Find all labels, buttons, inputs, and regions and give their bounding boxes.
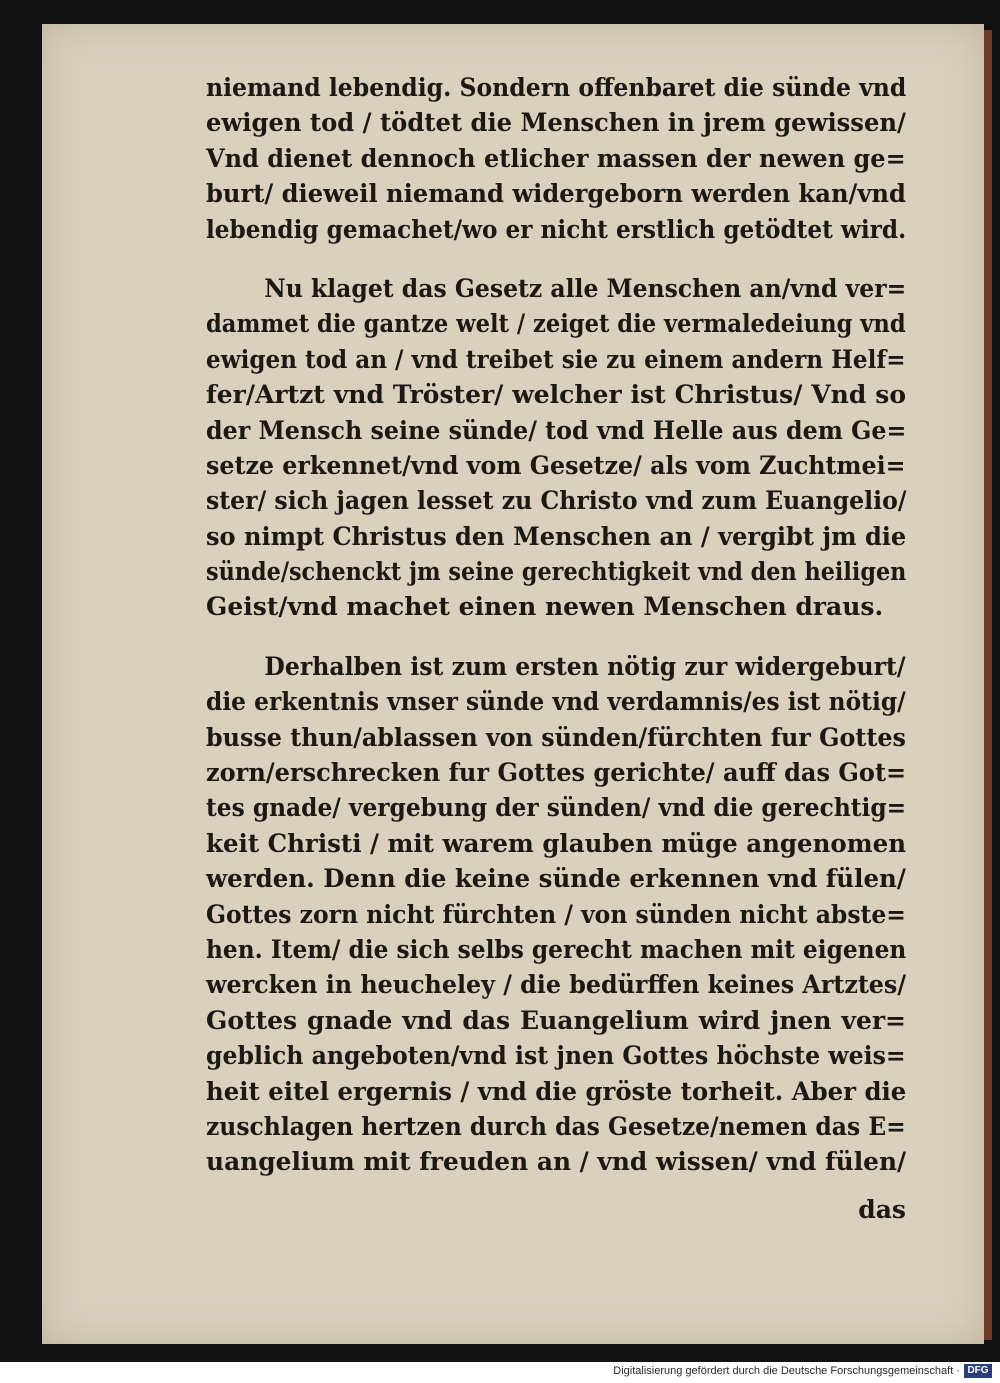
text-line: Derhalben ist zum ersten nötig zur widergeburt/ [264, 651, 906, 681]
text-line: zuschlagen hertzen durch das Gesetze/nemen das E= [206, 1111, 906, 1141]
text-line: fer/Artzt vnd Tröster/ welcher ist Christus/ Vnd so [206, 380, 906, 410]
text-line: die erkentnis vnser sünde vnd verdamnis/es ist nötig/ [206, 687, 906, 717]
text-line: sünde/schenckt jm seine gerechtigkeit vnd den heiligen [206, 557, 907, 587]
text-line: wercken in heucheley / die bedürffen keines Artztes/ [206, 970, 907, 1000]
dfg-logo-icon: DFG [964, 1364, 992, 1378]
text-line: Vnd dienet dennoch etlicher massen der newen ge= [206, 143, 906, 173]
catchword: das [858, 1194, 906, 1224]
text-line: ewigen tod an / vnd treibet sie zu einem andern Helf= [206, 344, 906, 374]
text-line: tes gnade/ vergebung der sünden/ vnd die gerechtig= [206, 793, 907, 823]
text-line: ewigen tod / tödtet die Menschen in jrem gewissen/ [206, 108, 906, 138]
text-line: Geist/vnd machet einen newen Menschen draus. [206, 592, 884, 622]
paragraph [206, 271, 906, 625]
paragraph [206, 649, 906, 1180]
text-line: setze erkennet/vnd vom Gesetze/ als vom Zuchtmei= [206, 450, 906, 480]
footer-credit-text: Digitalisierung gefördert durch die Deutsche Forschungsgemeinschaft [613, 1365, 954, 1377]
text-line: der Mensch seine sünde/ tod vnd Helle aus dem Ge= [206, 415, 907, 445]
text-line: niemand lebendig. Sondern offenbaret die sünde vnd [206, 73, 907, 102]
text-line: burt/ dieweil niemand widergeborn werden kan/vnd [206, 179, 906, 209]
text-line: busse thun/ablassen von sünden/fürchten fur Gottes [206, 722, 906, 752]
text-line: geblich angeboten/vnd ist jnen Gottes höchste weis= [206, 1041, 906, 1071]
text-line: dammet die gantze welt / zeiget die vermaledeiung vnd [206, 309, 906, 339]
footer-separator: · [956, 1365, 960, 1377]
text-line: uangelium mit freuden an / vnd wissen/ vnd fülen/ [206, 1147, 907, 1177]
text-line: hen. Item/ die sich selbs gerecht machen mit eigenen [206, 934, 907, 964]
text-line: Gottes zorn nicht fürchten / von sünden nicht abste= [206, 899, 906, 929]
text-line: ster/ sich jagen lesset zu Christo vnd zum Euangelio/ [206, 486, 907, 516]
footer-credit [613, 1364, 960, 1378]
text-line: werden. Denn die keine sünde erkennen vnd fülen/ [206, 864, 906, 894]
text-line: zorn/erschrecken fur Gottes gerichte/ auff das Got= [206, 758, 907, 788]
text-line: lebendig gemachet/wo er nicht erstlich getödtet wird. [206, 214, 907, 244]
paragraph [206, 70, 906, 247]
page-text [206, 70, 906, 1227]
text-line: keit Christi / mit warem glauben müge angenomen [206, 828, 907, 858]
text-line: so nimpt Christus den Menschen an / vergibt jm die [206, 521, 907, 551]
text-line: heit eitel ergernis / vnd die gröste torheit. Aber die [206, 1076, 907, 1106]
text-line: Nu klaget das Gesetz alle Menschen an/vnd ver= [264, 273, 907, 303]
book-edge [984, 30, 992, 1340]
text-line: Gottes gnade vnd das Euangelium wird jnen ver= [206, 1005, 906, 1035]
